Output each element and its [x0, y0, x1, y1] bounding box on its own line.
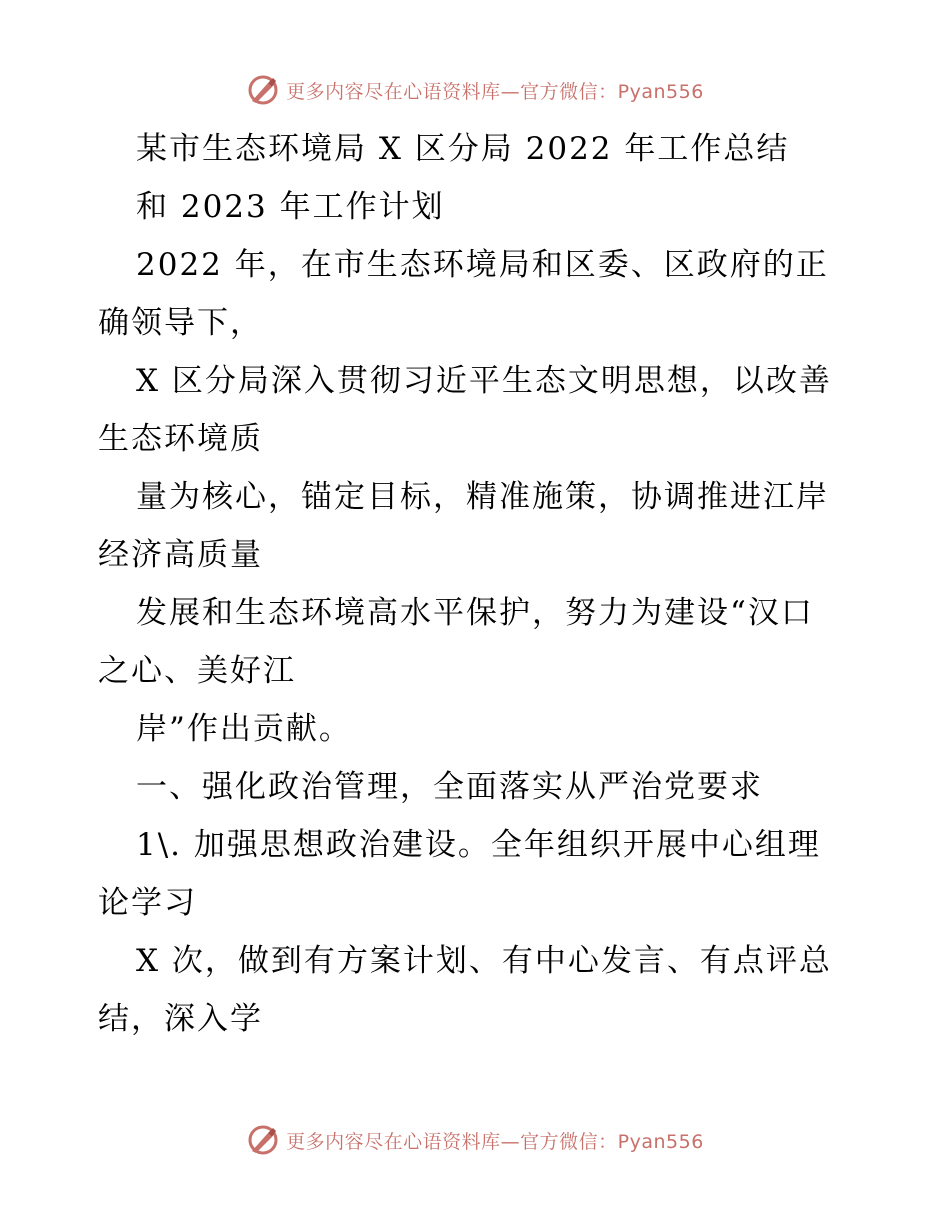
- text-line: 论学习: [98, 885, 197, 921]
- text-line: X 区分局深入贯彻习近平生态文明思想，以改善: [136, 363, 832, 399]
- text-line: 量为核心，锚定目标，精准施策，协调推进江岸: [136, 479, 829, 515]
- banner-text: 更多内容尽在心语资料库—官方微信：Pyan556: [286, 1130, 704, 1153]
- text-line: 和 2023 年工作计划: [136, 189, 445, 225]
- text-line: 生态环境质: [98, 421, 263, 457]
- text-line: 1\. 加强思想政治建设。全年组织开展中心组理: [136, 827, 821, 863]
- document-body: [98, 120, 858, 1048]
- pen-logo-icon: [246, 73, 280, 107]
- text-line: 某市生态环境局 X 区分局 2022 年工作总结: [136, 131, 790, 167]
- header-banner: [0, 70, 950, 110]
- banner-wechat-id: Pyan556: [617, 1130, 704, 1153]
- footer-banner: [0, 1120, 950, 1160]
- text-line: 结，深入学: [98, 1001, 263, 1037]
- text-line: 2022 年，在市生态环境局和区委、区政府的正: [136, 247, 829, 283]
- banner-wechat-id: Pyan556: [617, 80, 704, 103]
- text-line: 之心、美好江: [98, 653, 296, 689]
- text-line: 一、强化政治管理，全面落实从严治党要求: [136, 769, 763, 805]
- banner-text: 更多内容尽在心语资料库—官方微信：Pyan556: [286, 80, 704, 103]
- pen-logo-icon: [246, 1123, 280, 1157]
- text-line: 发展和生态环境高水平保护，努力为建设“汉口: [136, 595, 814, 631]
- text-line: 经济高质量: [98, 537, 263, 573]
- text-line: X 次，做到有方案计划、有中心发言、有点评总: [136, 943, 832, 979]
- text-line: 岸”作出贡献。: [136, 711, 352, 747]
- text-line: 确领导下，: [98, 305, 263, 341]
